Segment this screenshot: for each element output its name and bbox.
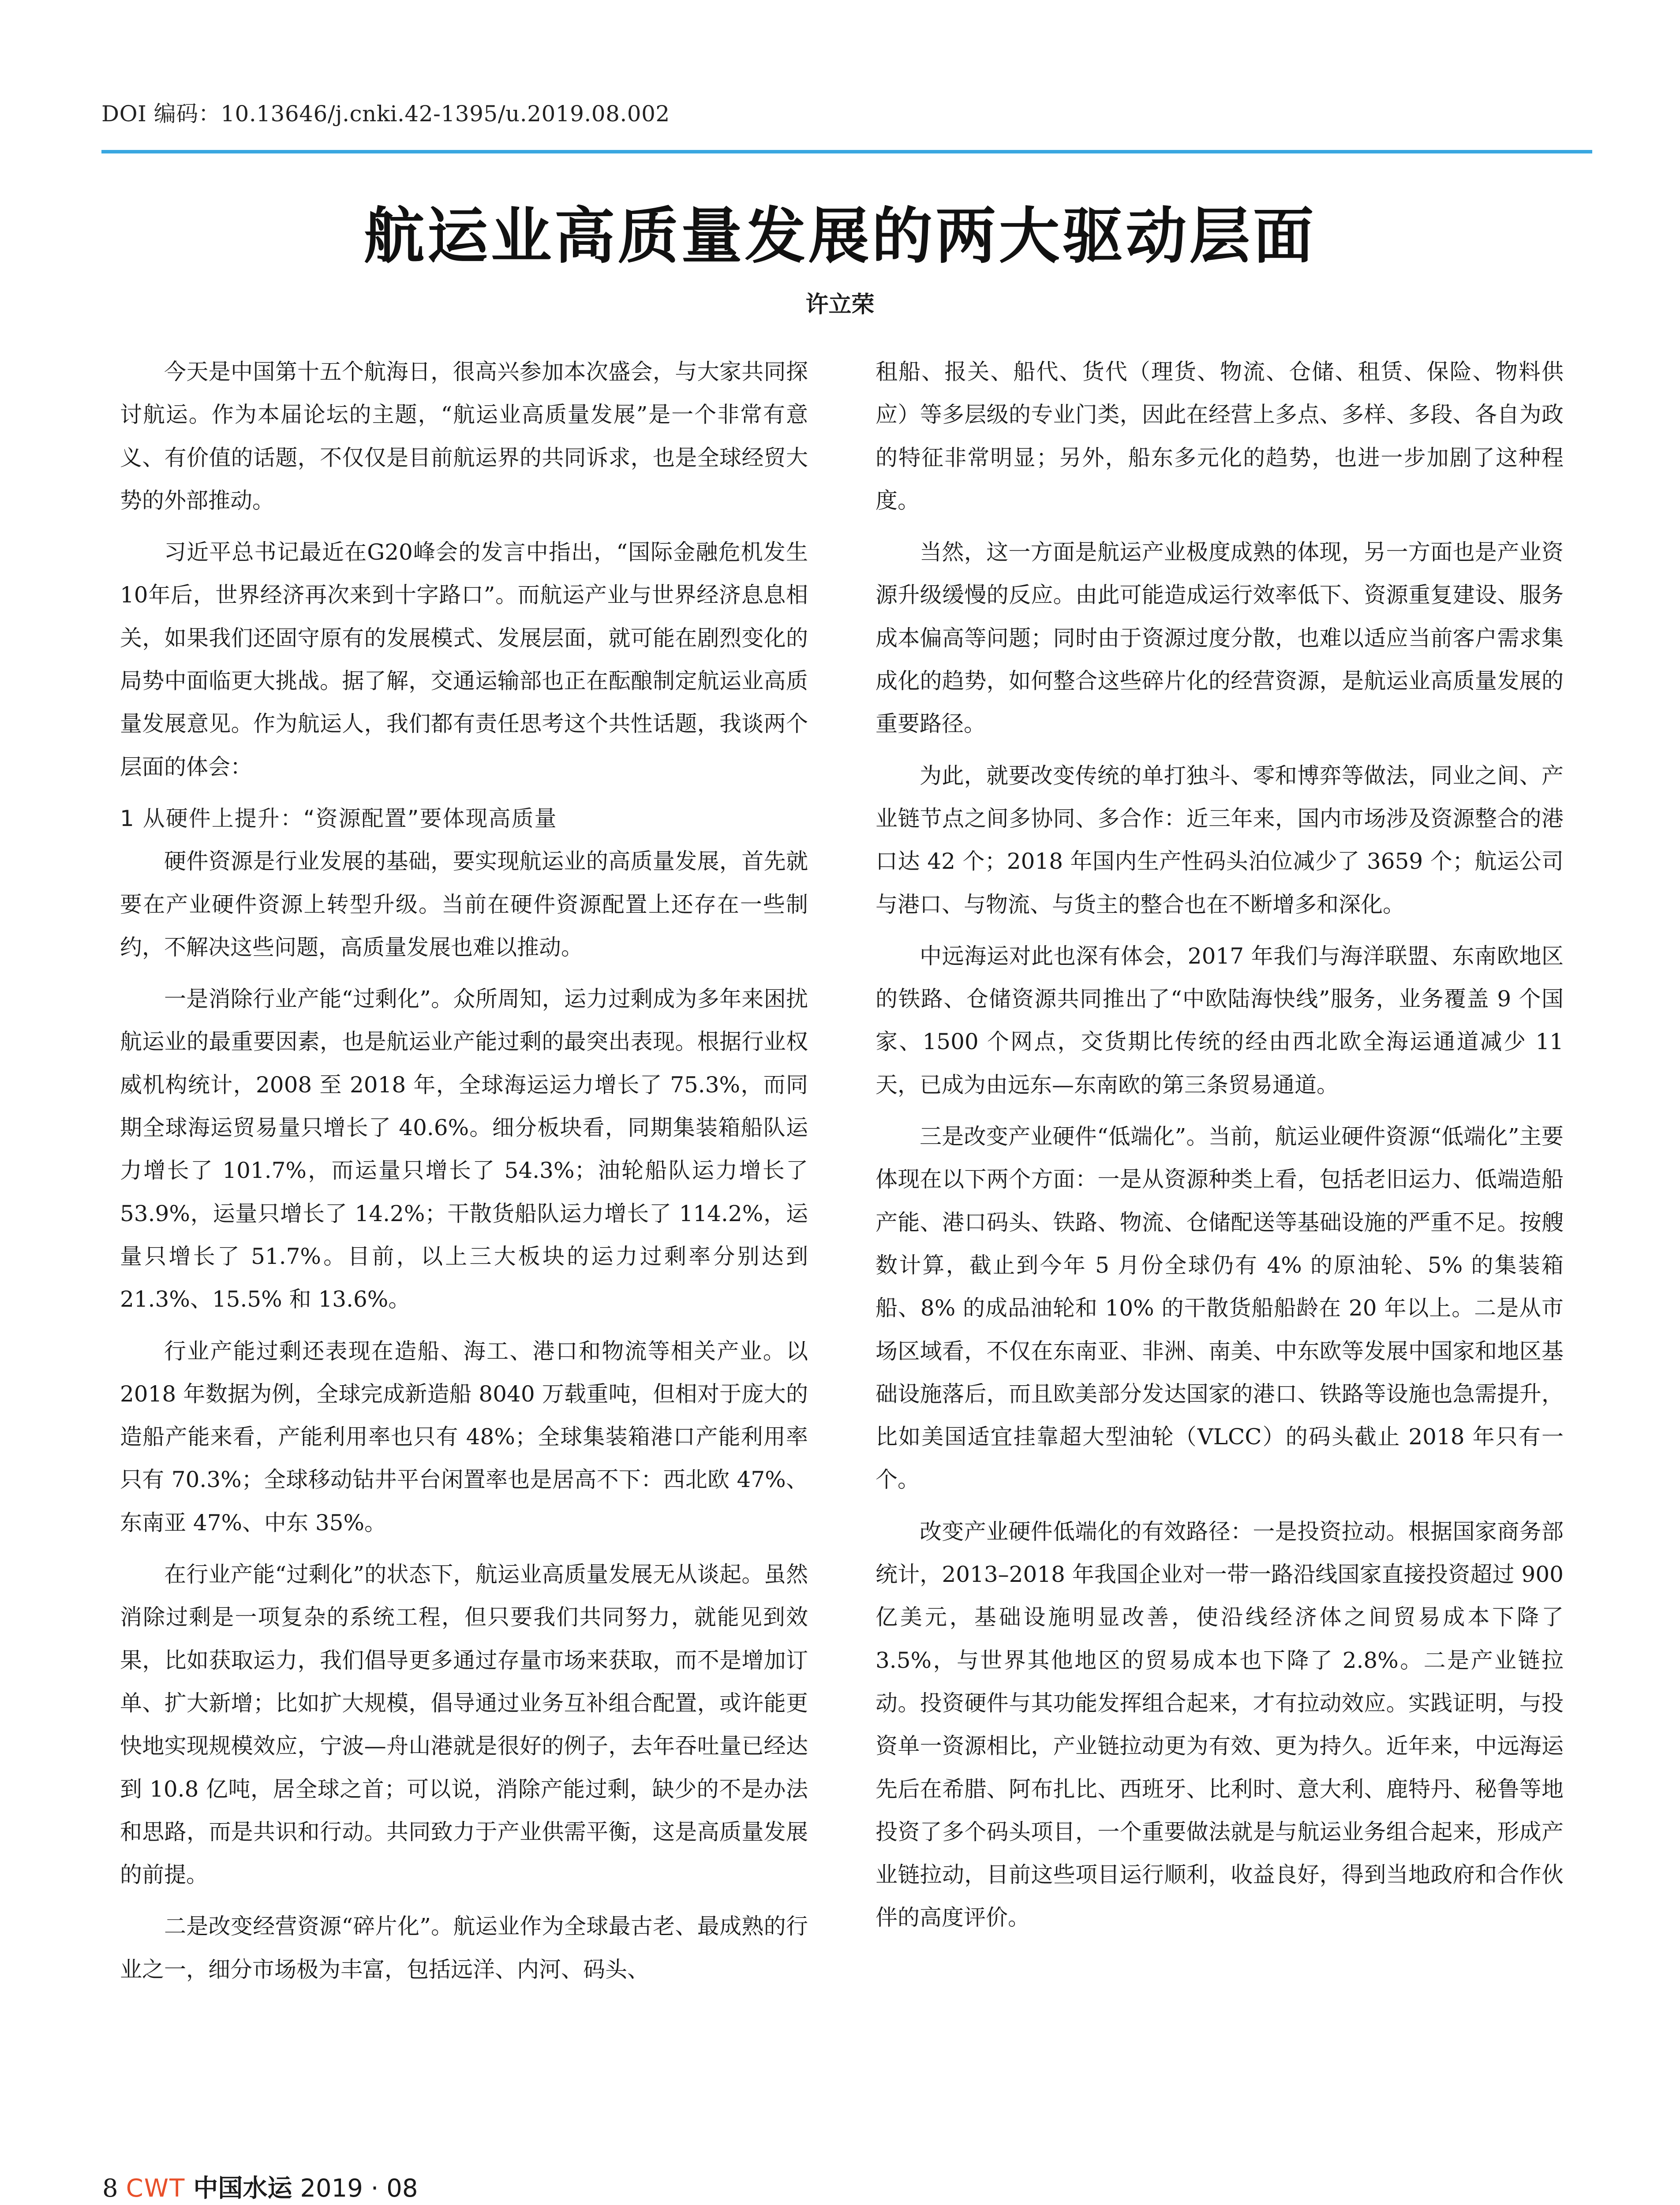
left-column — [120, 351, 808, 2000]
header-rule — [101, 150, 1592, 153]
paragraph: 今天是中国第十五个航海日，很高兴参加本次盛会，与大家共同探讨航运。作为本届论坛的主题，“航运业高质量发展”是一个非常有意义、有价值的话题，不仅仅是目前航运界的共同诉求，也是全球经贸大势的外部推动。 — [120, 359, 808, 513]
journal-brand: CWT — [126, 2174, 186, 2203]
journal-issue: 2019 · 08 — [300, 2174, 418, 2203]
paragraph: 改变产业硬件低端化的有效路径：一是投资拉动。根据国家商务部统计，2013–2018 年我国企业对一带一路沿线国家直接投资超过 900 亿美元，基础设施明显改善，使沿线经济体之间贸易成本下降了 3.5%，与世界其他地区的贸易成本也下降了 2.8%。二是产业链拉动。投资硬件与其功能发挥组合起来，才有拉动效应。实践证明，与投资单一资源相比，产业链拉动更为有效、更为持久。近年来，中远海运先后在希腊、阿布扎比、西班牙、比利时、意大利、鹿特丹、秘鲁等地投资了多个码头项目，一个重要做法就是与航运业务组合起来，形成产业链拉动，目前这些项目运行顺利，收益良好，得到当地政府和合作伙伴的高度评价。 — [876, 1518, 1564, 1931]
doi-line: DOI 编码：10.13646/j.cnki.42-1395/u.2019.08.002 — [101, 101, 670, 127]
paragraph: 一是消除行业产能“过剩化”。众所周知，运力过剩成为多年来困扰航运业的最重要因素，也是航运业产能过剩的最突出表现。根据行业权威机构统计，2008 至 2018 年，全球海运运力增长了 75.3%，而同期全球海运贸易量只增长了 40.6%。细分板块看，同期集装箱船队运力增长了 101.7%，而运量只增长了 54.3%；油轮船队运力增长了 53.9%，运量只增长了 14.2%；干散货船队运力增长了 114.2%，运量只增长了 51.7%。目前，以上三大板块的运力过剩率分别达到 21.3%、15.5% 和 13.6%。 — [120, 986, 808, 1312]
article-author: 许立荣 — [805, 292, 875, 318]
paragraph: 中远海运对此也深有体会，2017 年我们与海洋联盟、东南欧地区的铁路、仓储资源共同推出了“中欧陆海快线”服务，业务覆盖 9 个国家、1500 个网点，交货期比传统的经由西北欧全海运通道减少 11 天，已成为由远东—东南欧的第三条贸易通道。 — [876, 943, 1564, 1098]
paragraph: 当然，这一方面是航运产业极度成熟的体现，另一方面也是产业资源升级缓慢的反应。由此可能造成运行效率低下、资源重复建设、服务成本偏高等问题；同时由于资源过度分散，也难以适应当前客户需求集成化的趋势，如何整合这些碎片化的经营资源，是航运业高质量发展的重要路径。 — [876, 539, 1564, 737]
right-column — [876, 351, 1564, 1948]
journal-name: 中国水运 — [193, 2174, 292, 2203]
page-footer — [102, 2169, 418, 2204]
paragraph: 硬件资源是行业发展的基础，要实现航运业的高质量发展，首先就要在产业硬件资源上转型升级。当前在硬件资源配置上还存在一些制约，不解决这些问题，高质量发展也难以推动。 — [120, 848, 808, 960]
paragraph: 在行业产能“过剩化”的状态下，航运业高质量发展无从谈起。虽然消除过剩是一项复杂的系统工程，但只要我们共同努力，就能见到效果，比如获取运力，我们倡导更多通过存量市场来获取，而不是增加订单、扩大新增；比如扩大规模，倡导通过业务互补组合配置，或许能更快地实现规模效应，宁波—舟山港就是很好的例子，去年吞吐量已经达到 10.8 亿吨，居全球之首；可以说，消除产能过剩，缺少的不是办法和思路，而是共识和行动。共同致力于产业供需平衡，这是高质量发展的前提。 — [120, 1562, 808, 1888]
paragraph: 三是改变产业硬件“低端化”。当前，航运业硬件资源“低端化”主要体现在以下两个方面：一是从资源种类上看，包括老旧运力、低端造船产能、港口码头、铁路、物流、仓储配送等基础设施的严重不足。按艘数计算，截止到今年 5 月份全球仍有 4% 的原油轮、5% 的集装箱船、8% 的成品油轮和 10% 的干散货船船龄在 20 年以上。二是从市场区域看，不仅在东南亚、非洲、南美、中东欧等发展中国家和地区基础设施落后，而且欧美部分发达国家的港口、铁路等设施也急需提升，比如美国适宜挂靠超大型油轮（VLCC）的码头截止 2018 年只有一个。 — [876, 1124, 1564, 1493]
paragraph: 二是改变经营资源“碎片化”。航运业作为全球最古老、最成熟的行业之一，细分市场极为丰富，包括远洋、内河、码头、 — [120, 1913, 808, 1982]
paragraph: 租船、报关、船代、货代（理货、物流、仓储、租赁、保险、物料供应）等多层级的专业门类，因此在经营上多点、多样、多段、各自为政的特征非常明显；另外，船东多元化的趋势，也进一步加剧了这种程度。 — [876, 359, 1564, 513]
paragraph: 为此，就要改变传统的单打独斗、零和博弈等做法，同业之间、产业链节点之间多协同、多合作：近三年来，国内市场涉及资源整合的港口达 42 个；2018 年国内生产性码头泊位减少了 3659 个；航运公司与港口、与物流、与货主的整合也在不断增多和深化。 — [876, 762, 1564, 917]
section-heading: 1 从硬件上提升：“资源配置”要体现高质量 — [120, 805, 558, 831]
paragraph: 习近平总书记最近在G20峰会的发言中指出，“国际金融危机发生10年后，世界经济再次来到十字路口”。而航运产业与世界经济息息相关，如果我们还固守原有的发展模式、发展层面，就可能在剧烈变化的局势中面临更大挑战。据了解，交通运输部也正在酝酿制定航运业高质量发展意见。作为航运人，我们都有责任思考这个共性话题，我谈两个层面的体会： — [120, 539, 808, 780]
paragraph: 行业产能过剩还表现在造船、海工、港口和物流等相关产业。以 2018 年数据为例，全球完成新造船 8040 万载重吨，但相对于庞大的造船产能来看，产能利用率也只有 48%；全球集装箱港口产能利用率只有 70.3%；全球移动钻井平台闲置率也是居高不下：西北欧 47%、东南亚 47%、中东 35%。 — [120, 1338, 808, 1536]
page-number: 8 — [102, 2174, 118, 2203]
article-title: 航运业高质量发展的两大驱动层面 — [363, 200, 1317, 272]
